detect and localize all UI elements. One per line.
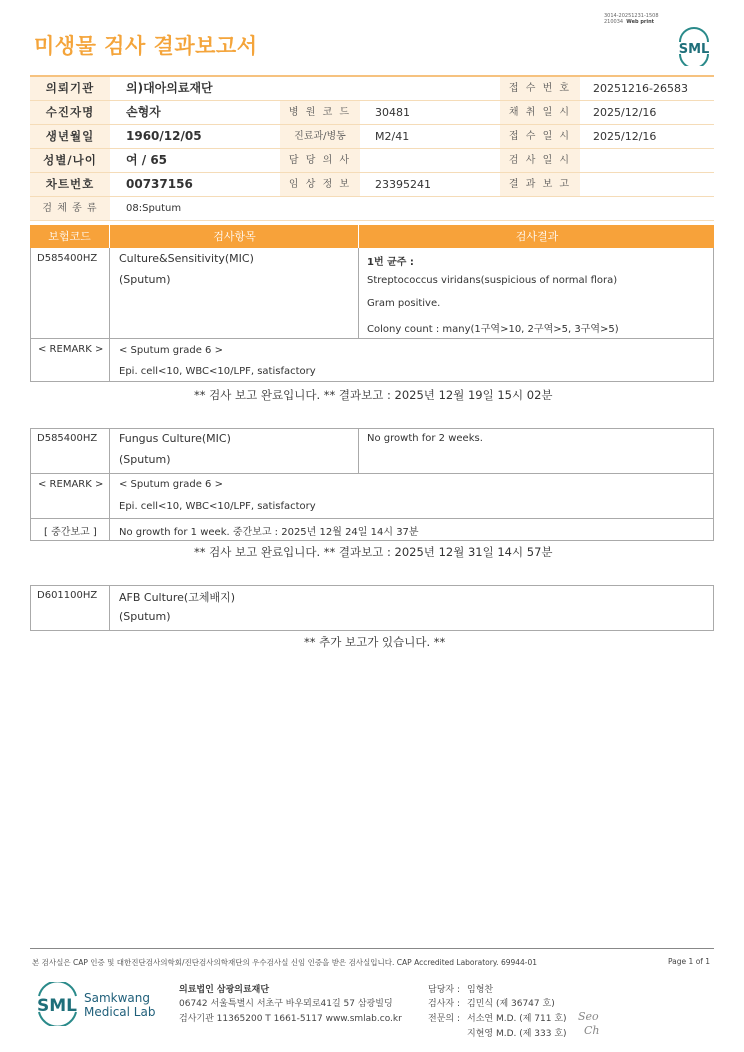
test2-done-note: ** 검사 보고 완료입니다. ** 결과보고 : 2025년 12월 31일 14시 57분 [194, 545, 553, 559]
test1-block [30, 248, 714, 382]
test2-item: Fungus Culture(MIC) [119, 432, 231, 445]
info-row [30, 75, 714, 101]
footer-logo-text: SML [37, 996, 77, 1016]
test2-code: D585400HZ [37, 433, 98, 444]
manager-name: 임형찬 [467, 985, 494, 995]
divider [358, 428, 359, 473]
clinical-label: 임 상 정 보 [280, 173, 360, 196]
collect-value: 2025/12/16 [593, 106, 657, 119]
test2-remark-line: < Sputum grade 6 > [119, 479, 223, 490]
web-print-label: Web print [626, 19, 655, 25]
info-row [30, 101, 714, 125]
test1-code: D585400HZ [37, 253, 98, 264]
test1-remark-label: < REMARK > [38, 344, 104, 355]
patient-value: 손형자 [126, 105, 161, 119]
test2-interim-label: [ 중간보고 ] [44, 527, 97, 538]
test1-remark-line: Epi. cell<10, WBC<10/LPF, satisfactory [119, 366, 316, 377]
divider [109, 585, 110, 631]
patient-info [30, 75, 714, 221]
inst-label: 의뢰기관 [30, 77, 110, 100]
divider [358, 248, 359, 338]
specialist-name: 지현영 M.D. (제 333 호) [467, 1029, 567, 1039]
col-code-header: 보험코드 [48, 230, 91, 243]
recv-date-label: 접 수 일 시 [500, 125, 580, 148]
dept-value: M2/41 [375, 130, 410, 143]
hosp-code-value: 30481 [375, 106, 410, 119]
test-date-label: 검 사 일 시 [500, 149, 580, 172]
cert-text: 본 검사실은 CAP 인증 및 대한진단검사의학회/진단검사의학재단의 우수검사실 신임 인증을 받은 검사실입니다. CAP Accredited Laboratory. 69944-01 [32, 958, 538, 967]
signature-2: Ch [584, 1024, 600, 1037]
org-name: 의료법인 삼광의료재단 [179, 985, 270, 995]
specialist-label: 전문의 : [428, 1014, 460, 1024]
hosp-code-label: 병 원 코 드 [280, 101, 360, 124]
dept-label: 진료과/병동 [280, 125, 360, 148]
page-title: 미생물 검사 결과보고서 [34, 34, 258, 58]
org-address: 06742 서울특별시 서초구 바우뫼로41길 57 삼광빌딩 [179, 999, 393, 1009]
birth-label: 생년월일 [30, 125, 110, 148]
footer-divider [30, 948, 714, 949]
divider [109, 428, 110, 541]
info-row [30, 197, 714, 221]
birth-value: 1960/12/05 [126, 129, 202, 143]
print-code-line1: 3014-20251231-1508 [604, 13, 659, 19]
test1-result-line: Streptococcus viridans(suspicious of normal flora) [367, 275, 618, 286]
test3-code: D601100HZ [37, 590, 98, 601]
test1-result-line: Gram positive. [367, 298, 441, 309]
recv-no-label: 접 수 번 호 [500, 77, 580, 100]
patient-label: 수진자명 [30, 101, 110, 124]
test2-specimen: (Sputum) [119, 453, 171, 466]
specimen-value: 08:Sputum [126, 203, 182, 214]
info-row [30, 173, 714, 197]
col-item-header: 검사항목 [109, 225, 359, 248]
chart-value: 00737156 [126, 177, 193, 191]
test2-interim-text: No growth for 1 week. 중간보고 : 2025년 12월 24일 14시 37분 [119, 527, 419, 538]
sex-label: 성별/나이 [30, 149, 110, 172]
print-code-line2: 210034 [604, 19, 624, 25]
sml-logo-icon [674, 26, 714, 66]
divider [109, 248, 110, 382]
test1-result-line: Colony count : many(1구역>10, 2구역>5, 3구역>5) [367, 324, 619, 335]
test1-result-line: 1번 균주 : [367, 257, 414, 268]
inst-value: 의)대아의료재단 [126, 81, 213, 95]
divider [30, 473, 714, 474]
page-number: Page 1 of 1 [668, 957, 711, 966]
clinical-value: 23395241 [375, 178, 431, 191]
col-result-header: 검사결과 [358, 225, 715, 248]
samkwang-logo-icon [36, 982, 156, 1026]
report-label: 결 과 보 고 [500, 173, 580, 196]
logo-text: SML [678, 42, 710, 57]
org-contact: 검사기관 11365200 T 1661-5117 www.smlab.co.kr [179, 1014, 402, 1024]
recv-no-value: 20251216-26583 [593, 82, 688, 95]
footer-logo-name2: Medical Lab [84, 1005, 156, 1019]
recv-date-value: 2025/12/16 [593, 130, 657, 143]
info-row [30, 125, 714, 149]
info-row [30, 149, 714, 173]
test1-specimen: (Sputum) [119, 273, 171, 286]
divider [30, 518, 714, 519]
signature-1: Seo [578, 1010, 599, 1023]
examiner-label: 검사자 : [428, 999, 460, 1009]
result-table-header [30, 225, 714, 248]
test1-done-note: ** 검사 보고 완료입니다. ** 결과보고 : 2025년 12월 19일 15시 02분 [194, 388, 553, 402]
doctor-label: 담 당 의 사 [280, 149, 360, 172]
manager-label: 담당자 : [428, 985, 460, 995]
specialist-name: 서소연 M.D. (제 711 호) [467, 1014, 567, 1024]
test2-remark-label: < REMARK > [38, 479, 104, 490]
test2-result: No growth for 2 weeks. [367, 433, 483, 444]
test3-note: ** 추가 보고가 있습니다. ** [304, 635, 446, 649]
test2-remark-line: Epi. cell<10, WBC<10/LPF, satisfactory [119, 501, 316, 512]
footer-logo-name1: Samkwang [84, 991, 150, 1005]
test1-remark-line: < Sputum grade 6 > [119, 345, 223, 356]
specimen-label: 검 체 종 류 [30, 197, 110, 220]
test3-specimen: (Sputum) [119, 610, 171, 623]
samkwang-logo [36, 982, 156, 1026]
sex-value: 여 / 65 [126, 153, 168, 167]
examiner-name: 김민식 (제 36747 호) [467, 999, 555, 1009]
collect-label: 채 취 일 시 [500, 101, 580, 124]
test3-item: AFB Culture(고체배지) [119, 591, 236, 604]
chart-label: 차트번호 [30, 173, 110, 196]
test1-item: Culture&Sensitivity(MIC) [119, 252, 254, 265]
divider [30, 338, 714, 339]
print-code [604, 13, 659, 25]
